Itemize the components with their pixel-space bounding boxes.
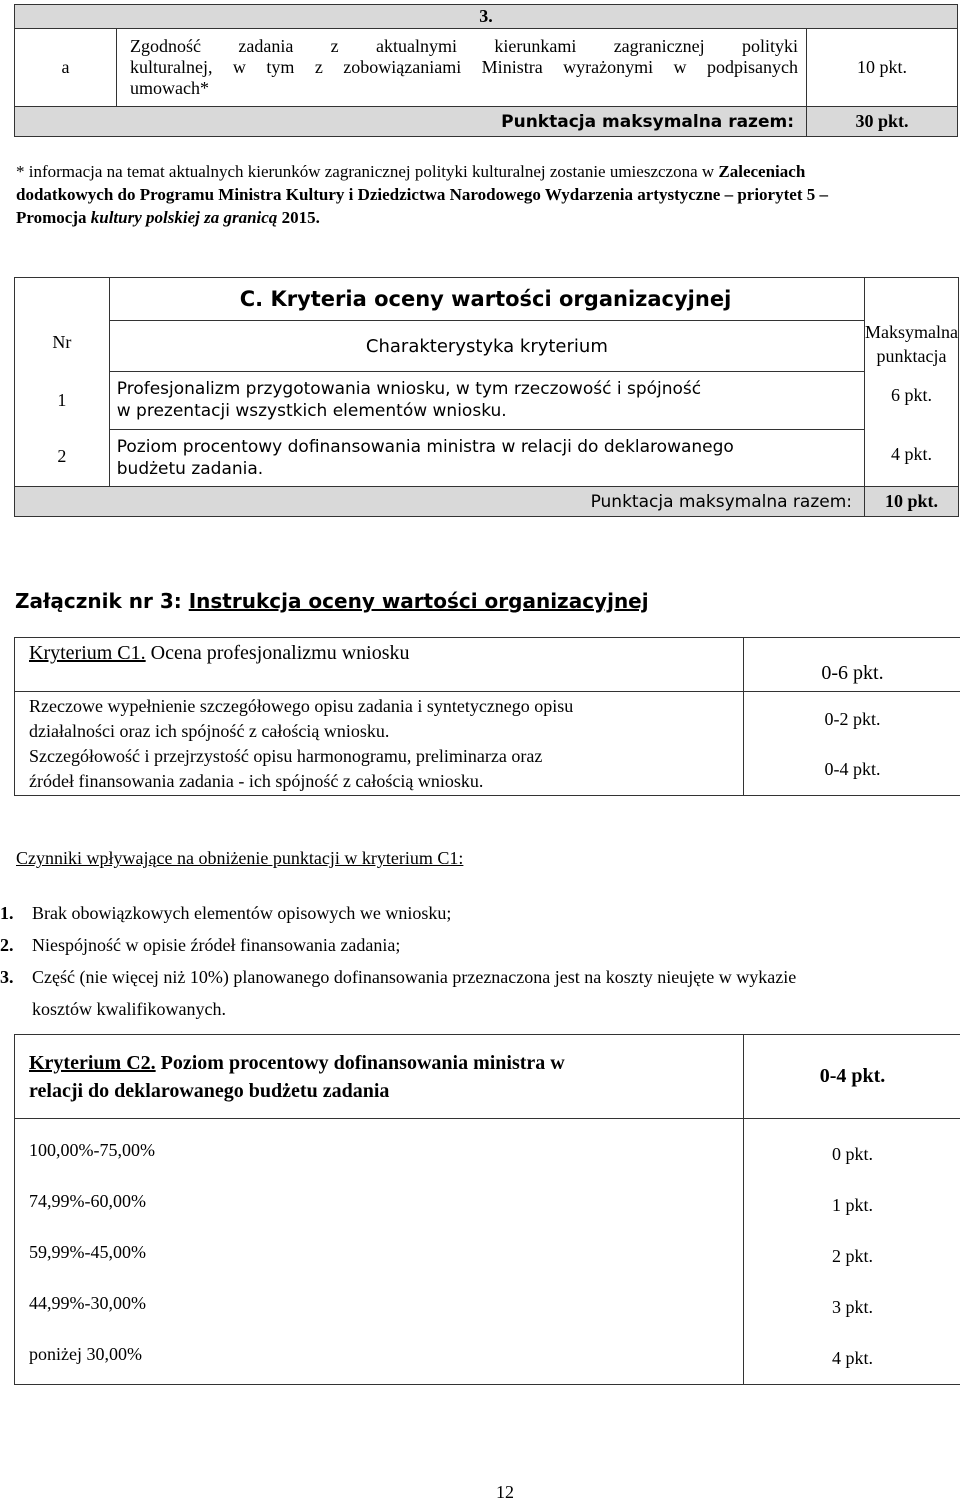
footnote: * informacja na temat aktualnych kierunków zagranicznej polityki kulturalnej zostanie umieszczona w Zaleceniach dodatkowych do Programu Ministra Kultury i Dziedzictwa Narodowego Wydarzenia artystyczne – priorytet 5 – Promocja kultury polskiej za granicą 2015. xyxy=(16,162,828,227)
criterion-c2-table xyxy=(14,1034,960,1385)
page-number: 12 xyxy=(496,1482,514,1502)
c2-heading: Kryterium C2. Poziom procentowy dofinansowania ministra w relacji do deklarowanego budżetu zadania xyxy=(15,1035,744,1119)
factors-list xyxy=(0,897,950,1025)
total-points: 30 pkt. xyxy=(807,107,958,137)
max-header: Maksymalna punktacja xyxy=(865,322,958,366)
max-row-2: 4 pkt. xyxy=(891,444,933,464)
factor-item-3: 3. Część (nie więcej niż 10%) planowanego dofinansowania przeznaczona jest na koszty nieujęte w wykazie kosztów kwalifikowanych. xyxy=(0,967,797,1019)
c2-range: 0-4 pkt. xyxy=(744,1035,960,1119)
annex-heading: Załącznik nr 3: Instrukcja oceny wartości organizacyjnej xyxy=(15,589,649,613)
factor-item-1: 1. Brak obowiązkowych elementów opisowych we wniosku; xyxy=(0,903,452,923)
c1-heading: Kryterium C1. Ocena profesjonalizmu wniosku xyxy=(15,638,744,692)
max-row-1: 6 pkt. xyxy=(891,385,933,405)
c2-range-row: 59,99%-45,00% xyxy=(29,1242,146,1262)
c2-points-row: 0 pkt. xyxy=(831,1144,873,1164)
c2-range-row: 100,00%-75,00% xyxy=(29,1140,155,1160)
table-c-title: C. Kryteria oceny wartości organizacyjnej xyxy=(109,278,864,321)
c2-points-row: 1 pkt. xyxy=(831,1195,873,1215)
nr-header: Nr xyxy=(52,332,72,352)
c2-points-row: 3 pkt. xyxy=(831,1297,873,1317)
criteria-table-c xyxy=(14,277,959,517)
c2-range-row: poniżej 30,00% xyxy=(29,1344,142,1364)
max-column xyxy=(865,278,959,487)
factors-heading: Czynniki wpływające na obniżenie punktacji w kryterium C1: xyxy=(16,848,464,868)
c1-item-1: Rzeczowe wypełnienie szczegółowego opisu zadania i syntetycznego opisu działalności oraz ich spójność z całością wniosku. xyxy=(29,695,574,741)
c2-points-row: 2 pkt. xyxy=(831,1246,873,1266)
nr-column xyxy=(15,278,110,487)
row-label: a xyxy=(15,29,117,107)
criterion-row-1: Profesjonalizm przygotowania wniosku, w tym rzeczowość i spójność w prezentacji wszystkich elementów wniosku. xyxy=(109,372,864,429)
c1-item-2: Szczegółowość i przejrzystość opisu harmonogramu, preliminarza oraz źródeł finansowania zadania - ich spójność z całością wniosku. xyxy=(29,745,543,791)
c2-range-row: 44,99%-30,00% xyxy=(29,1293,146,1313)
c2-range-row: 74,99%-60,00% xyxy=(29,1191,146,1211)
nr-row-1: 1 xyxy=(57,390,67,410)
criterion-c1-table xyxy=(14,637,960,796)
c1-range: 0-6 pkt. xyxy=(744,638,960,692)
row-description: Zgodność zadania z aktualnymi kierunkami zagranicznej polityki kulturalnej, w tym z zobowiązaniami Ministra wyrażonymi w podpisanych umowach* xyxy=(117,29,807,107)
c2-ranges xyxy=(15,1119,744,1385)
c2-points xyxy=(744,1119,960,1385)
c1-points: 0-2 pkt. 0-4 pkt. xyxy=(744,692,960,796)
c1-items xyxy=(15,692,744,796)
row-points: 10 pkt. xyxy=(807,29,958,107)
total-label: Punktacja maksymalna razem: xyxy=(15,107,807,137)
nr-row-2: 2 xyxy=(57,446,67,466)
factor-item-2: 2. Niespójność w opisie źródeł finansowania zadania; xyxy=(0,935,401,955)
section-number: 3. xyxy=(15,5,958,29)
criteria-table-3 xyxy=(14,4,958,137)
table-c-total-label: Punktacja maksymalna razem: xyxy=(15,487,865,517)
char-header: Charakterystyka kryterium xyxy=(109,321,864,372)
criterion-row-2: Poziom procentowy dofinansowania ministra w relacji do deklarowanego budżetu zadania. xyxy=(109,429,864,486)
c2-points-row: 4 pkt. xyxy=(831,1348,873,1368)
table-c-total-points: 10 pkt. xyxy=(865,487,959,517)
